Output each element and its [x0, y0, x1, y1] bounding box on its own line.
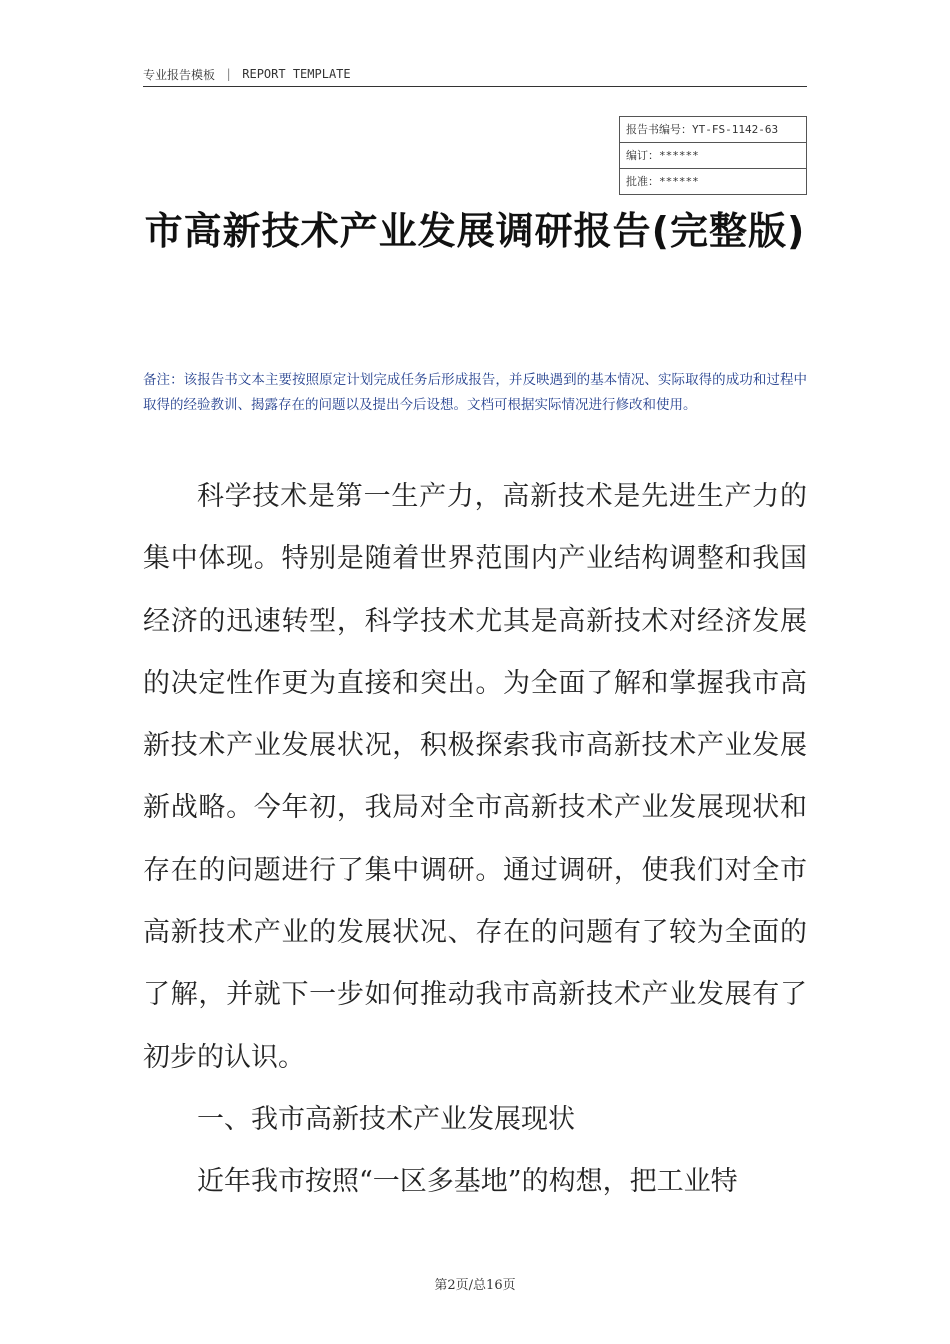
page-number: 第2页/总16页 [434, 1278, 516, 1293]
meta-report-number: 报告书编号：YT-FS-1142-63 [620, 117, 806, 143]
header-left-label: 专业报告模板 [143, 67, 216, 82]
document-title: 市高新技术产业发展调研报告(完整版) [144, 209, 806, 253]
section-heading: 一、我市高新技术产业发展现状 [197, 1103, 575, 1135]
page-header [143, 62, 807, 87]
meta-editor: 编订：****** [620, 143, 806, 169]
header-separator: | [225, 67, 233, 81]
remark-note: 备注：该报告书文本主要按照原定计划完成任务后形成报告，并反映遇到的基本情况、实际取得的成功和过程中取得的经验教训、揭露存在的问题以及提出今后设想。文档可根据实际情况进行修改和使用。 [143, 372, 807, 413]
body-paragraph-2: 近年我市按照“一区多基地”的构想，把工业特 [197, 1166, 738, 1198]
body-paragraph-1: 科学技术是第一生产力，高新技术是先进生产力的集中体现。特别是随着世界范围内产业结构调整和我国经济的迅速转型，科学技术尤其是高新技术对经济发展的决定性作更为直接和突出。为全面了解和掌握我市高新技术产业发展状况，积极探索我市高新技术产业发展新战略。今年初，我局对全市高新技术产业发展现状和存在的问题进行了集中调研。通过调研，使我们对全市高新技术产业的发展状况、存在的问题有了较为全面的了解，并就下一步如何推动我市高新技术产业发展有了初步的认识。 [143, 481, 807, 1073]
document-body [143, 466, 807, 1214]
report-meta-box [619, 116, 807, 195]
header-right-label: REPORT TEMPLATE [242, 67, 351, 81]
meta-approver: 批准：****** [626, 175, 699, 188]
